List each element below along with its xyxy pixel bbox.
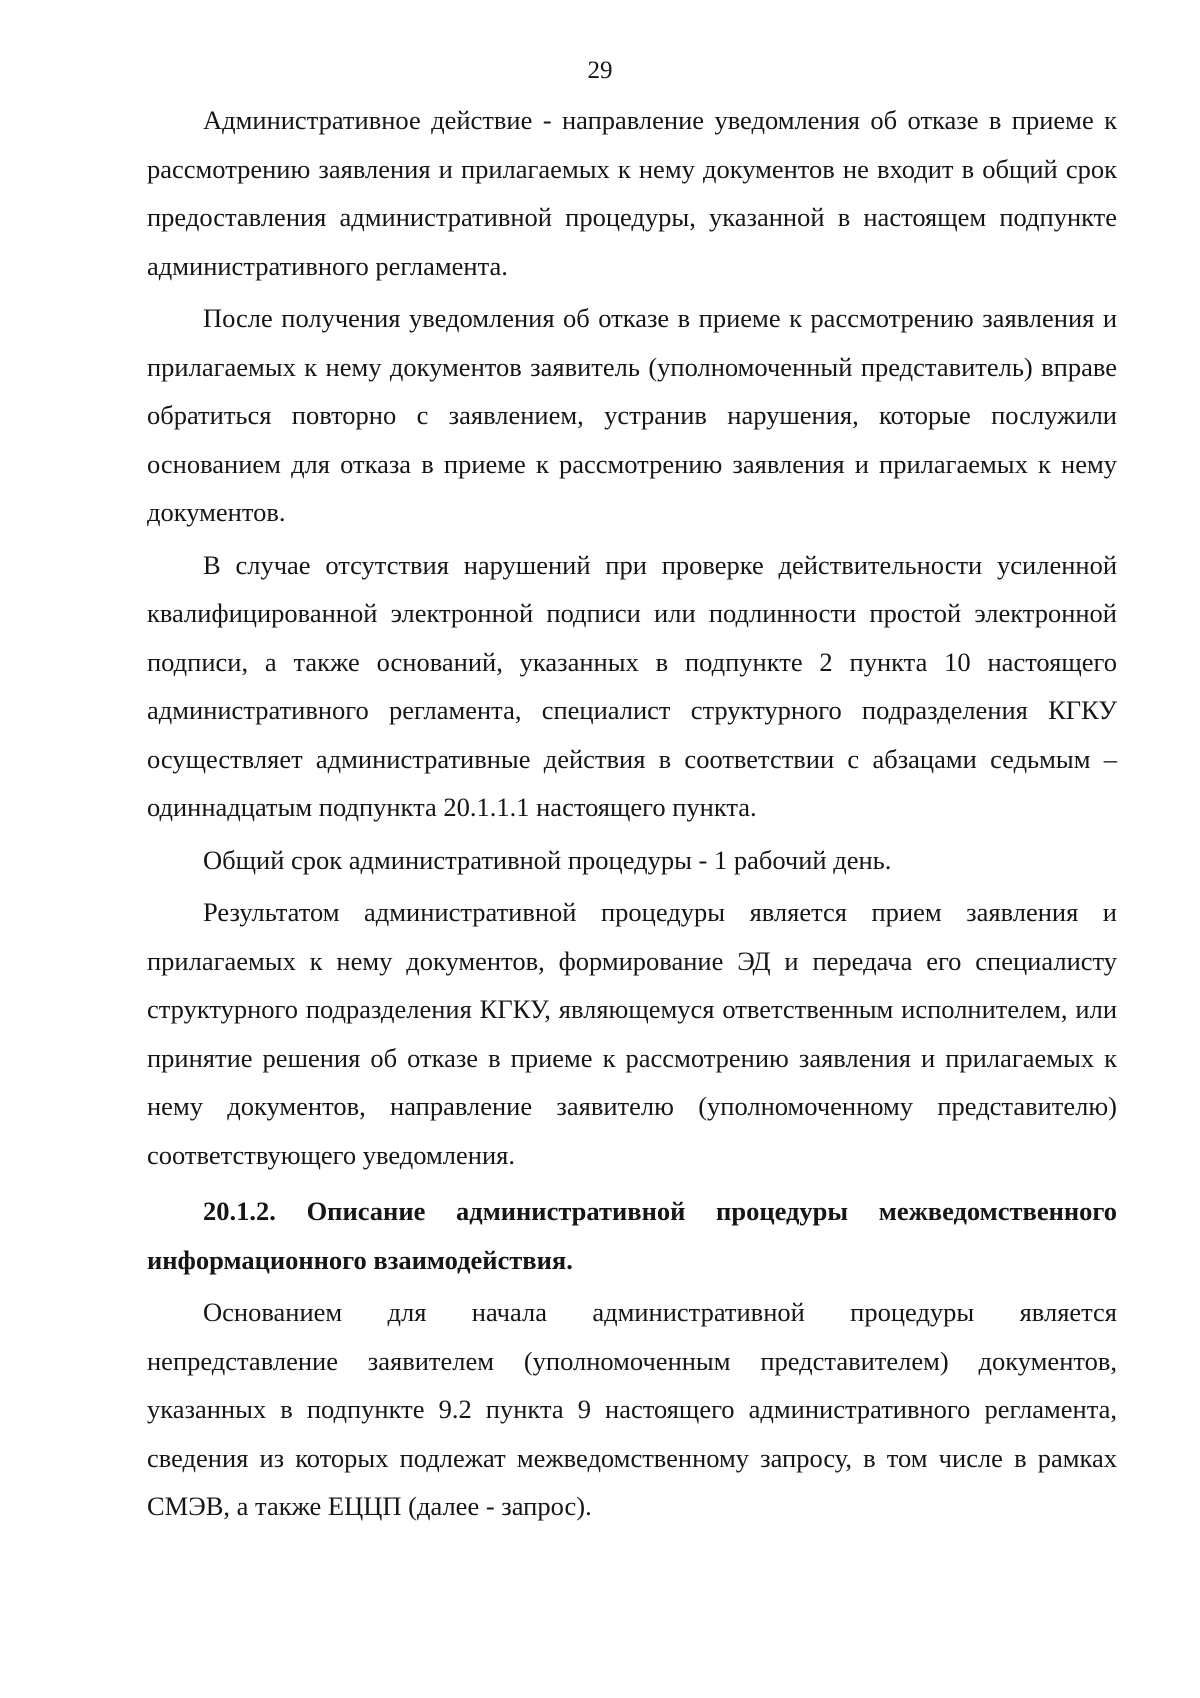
paragraph-procedure-basis: Основанием для начала административной процедуры является непредставление заявителем (уполномоченным представителем) документов, указанных в подпункте 9.2 пункта 9 настоящего административного регламента, сведения из которых подлежат межведомственному запросу, в том числе в рамках СМЭВ, а также ЕЦЦП (далее - запрос). [147, 1297, 1117, 1521]
section-heading: 20.1.2. Описание административной процедуры межведомственного информационного взаимодействия. [147, 1196, 1117, 1275]
paragraph-refusal-notice: Административное действие - направление уведомления об отказе в приеме к рассмотрению заявления и прилагаемых к нему документов не входит в общий срок предоставления административной процедуры, указанной в настоящем подпункте административного регламента. [147, 105, 1117, 281]
paragraph-repeat-application: После получения уведомления об отказе в приеме к рассмотрению заявления и прилагаемых к нему документов заявитель (уполномоченный представитель) вправе обратиться повторно с заявлением, устранив нарушения, которые послужили основанием для отказа в приеме к рассмотрению заявления и прилагаемых к нему документов. [147, 303, 1117, 527]
paragraph-procedure-term: Общий срок административной процедуры - 1 рабочий день. [203, 844, 892, 875]
document-body [147, 96, 1117, 1531]
paragraph-signature-check: В случае отсутствия нарушений при проверке действительности усиленной квалифицированной электронной подписи или подлинности простой электронной подписи, а также оснований, указанных в подпункте 2 пункта 10 настоящего административного регламента, специалист структурного подразделения КГКУ осуществляет административные действия в соответствии с абзацами седьмым – одиннадцатым подпункта 20.1.1.1 настоящего пункта. [147, 549, 1117, 822]
paragraph-procedure-result: Результатом административной процедуры является прием заявления и прилагаемых к нему документов, формирование ЭД и передача его специалисту структурного подразделения КГКУ, являющемуся ответственным исполнителем, или принятие решения об отказе в приеме к рассмотрению заявления и прилагаемых к нему документов, направление заявителю (уполномоченному представителю) соответствующего уведомления. [147, 897, 1117, 1170]
page-number: 29 [587, 57, 613, 84]
